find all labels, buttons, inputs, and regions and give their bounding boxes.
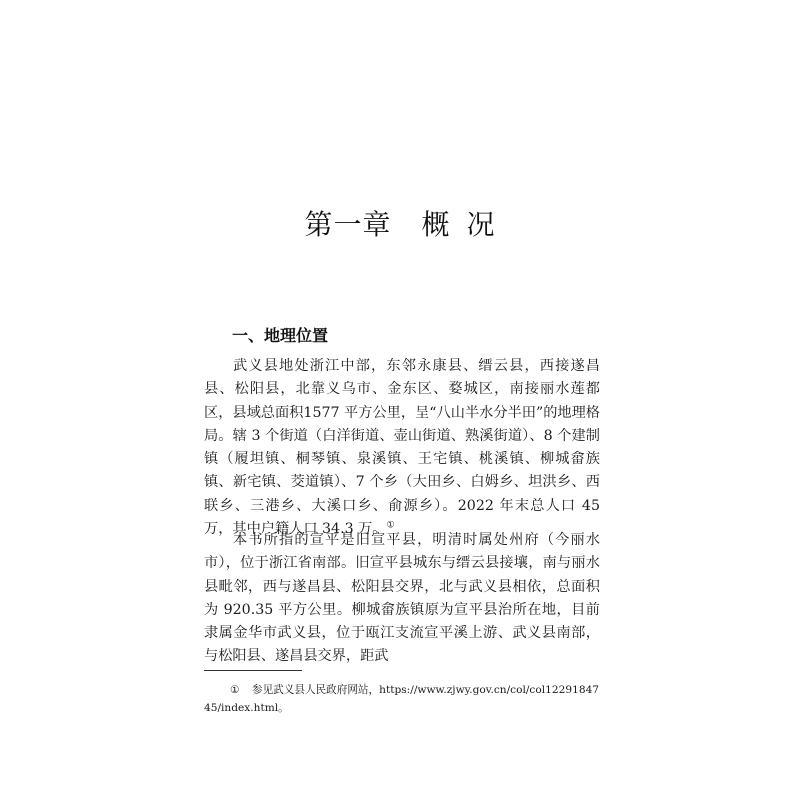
chapter-name-char-2: 况 [466, 208, 496, 241]
footnote [204, 682, 600, 717]
footnote-reference[interactable]: ① [386, 520, 395, 531]
chapter-number: 第一章 [304, 208, 392, 241]
chapter-name-char-1: 概 [421, 208, 451, 241]
paragraph-2 [204, 529, 600, 669]
paragraph-1-text: 武义县地处浙江中部，东邻永康县、缙云县，西接遂昌县、松阳县，北靠义乌市、金东区、婺城区，南接丽水莲都区，县域总面积1577 平方公里，呈“八山半水分半田”的地理格局。辖 3 个街道（白洋街道、壶山街道、熟溪街道）、8 个建制镇（履坦镇、桐琴镇、泉溪镇、王宅镇、桃溪镇、柳城畲族镇、新宅镇、茭道镇）、7 个乡（大田乡、白姆乡、坦洪乡、西联乡、三港乡、大溪口乡、俞源乡）。2022 年末总人口 45 万，其中户籍人口 34.3 万。 [204, 358, 600, 538]
footnote-text: 参见武义县人民政府网站，https://www.zjwy.gov.cn/col/col1229184745/index.html。 [204, 684, 600, 714]
chapter-title [0, 203, 800, 243]
paragraph-1 [204, 355, 600, 541]
paragraph-2-text: 本书所指的宣平是旧宣平县，明清时属处州府（今丽水市），位于浙江省南部。旧宣平县城东与缙云县接壤，南与丽水县毗邻，西与遂昌县、松阳县交界，北与武义县相依，总面积为 920.35 平方公里。柳城畲族镇原为宣平县治所在地，目前隶属金华市武义县，位于瓯江支流宣平溪上游、武义县南部，与松阳县、遂昌县交界，距武 [204, 532, 600, 665]
footnote-marker: ① [230, 684, 240, 696]
footnote-divider [204, 670, 302, 671]
section-heading: 一、地理位置 [232, 326, 329, 345]
